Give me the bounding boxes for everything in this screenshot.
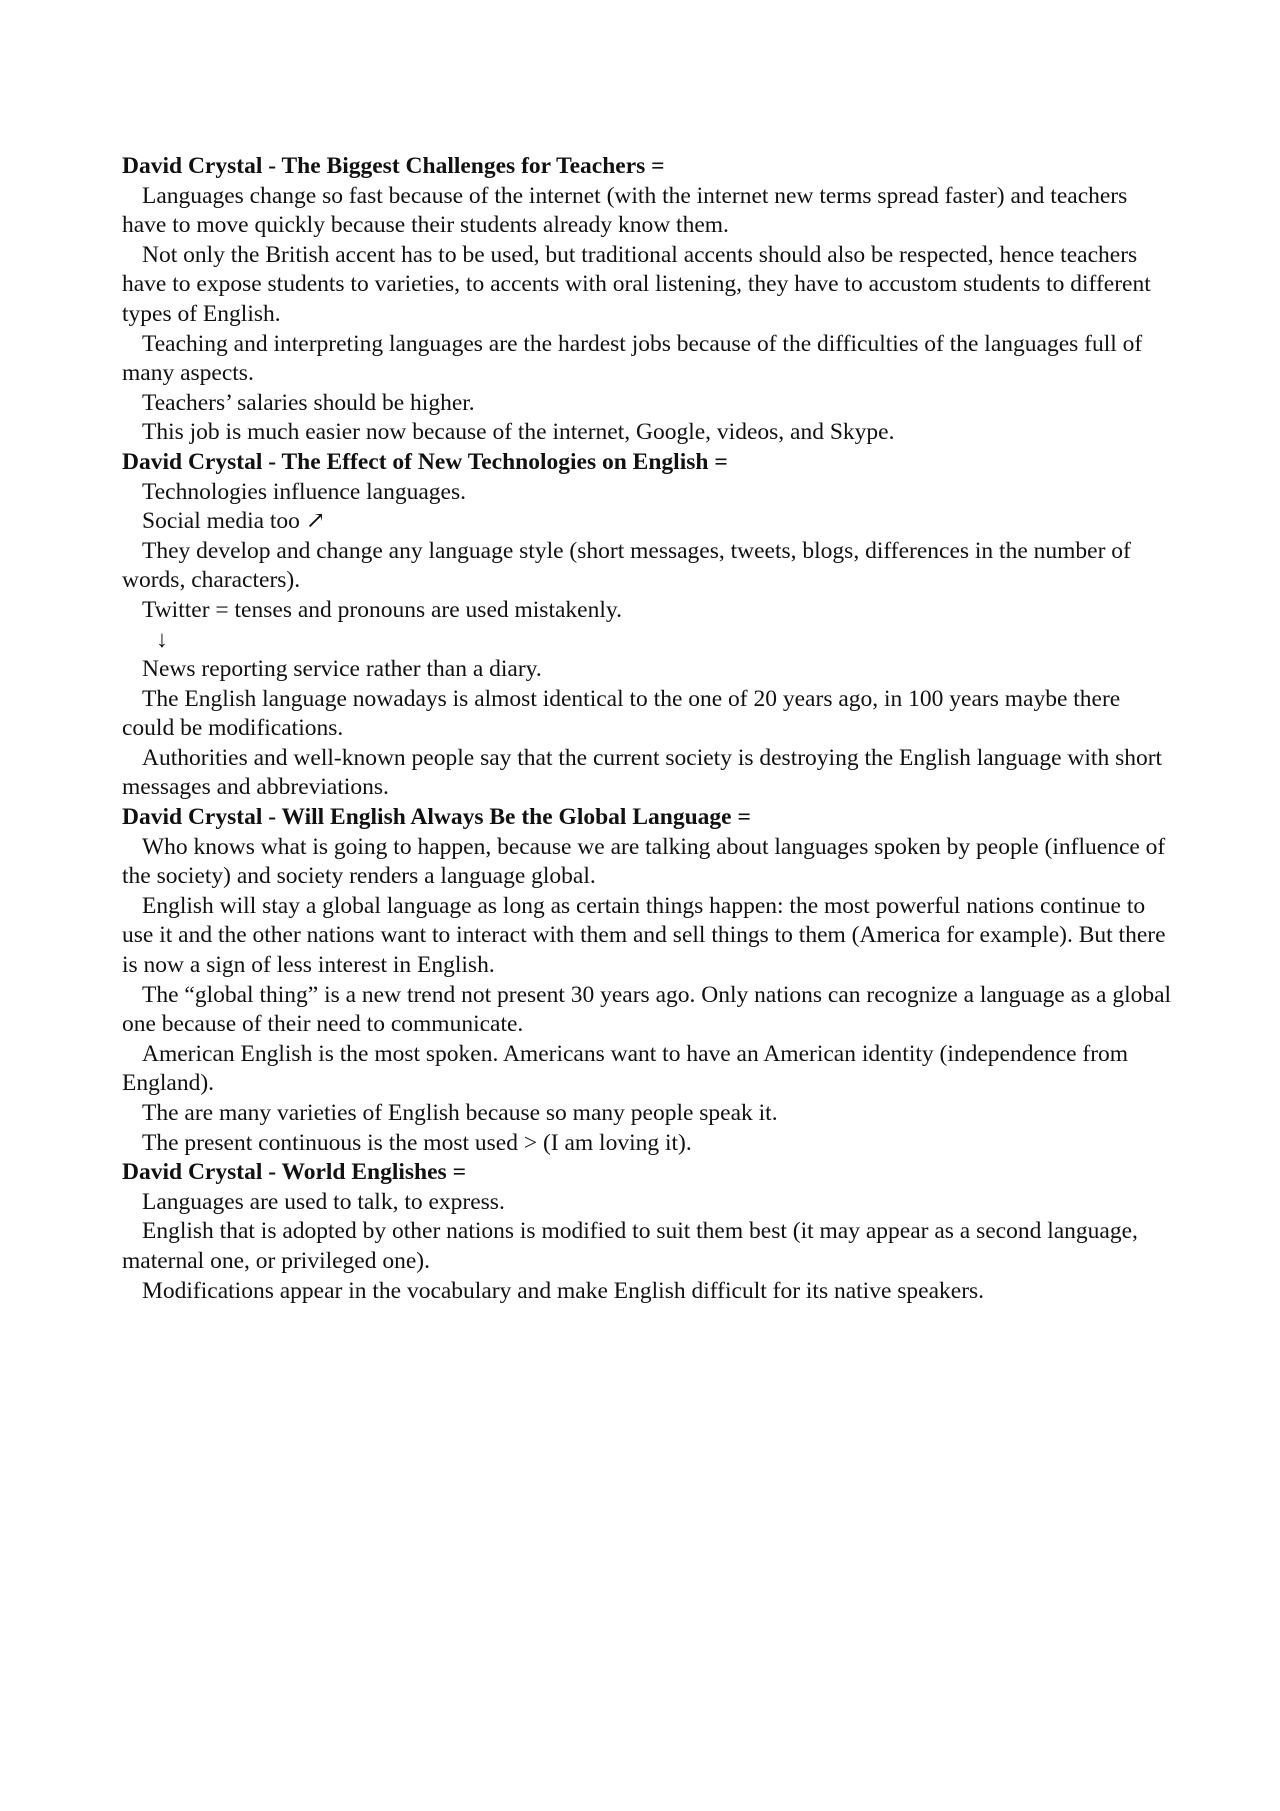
section-teachers-challenges bbox=[122, 152, 1172, 448]
section-heading: David Crystal - The Biggest Challenges for Teachers = bbox=[122, 153, 665, 179]
section-heading: David Crystal - Will English Always Be the Global Language = bbox=[122, 804, 751, 831]
paragraph: The “global thing” is a new trend not present 30 years ago. Only nations can recognize a language as a global one because of their need to communicate. bbox=[122, 981, 1172, 1038]
paragraph: This job is much easier now because of the internet, Google, videos, and Skype. bbox=[142, 419, 895, 446]
paragraph: English that is adopted by other nations is modified to suit them best (it may appear as a second language, maternal one, or privileged one). bbox=[122, 1218, 1138, 1274]
document-page bbox=[122, 152, 1172, 1306]
section-heading: David Crystal - World Englishes = bbox=[122, 1159, 466, 1186]
paragraph: They develop and change any language style (short messages, tweets, blogs, differences in the number of words, characters). bbox=[122, 537, 1131, 594]
section-global-language bbox=[122, 803, 1172, 1158]
paragraph: Modifications appear in the vocabulary and make English difficult for its native speakers. bbox=[142, 1277, 985, 1304]
paragraph: The are many varieties of English because so many people speak it. bbox=[142, 1100, 778, 1126]
paragraph: Social media too ↗ bbox=[142, 508, 326, 535]
section-world-englishes bbox=[122, 1158, 1172, 1306]
paragraph: Languages are used to talk, to express. bbox=[142, 1188, 505, 1215]
paragraph: Teaching and interpreting languages are the hardest jobs because of the difficulties of the languages full of many aspects. bbox=[122, 330, 1143, 387]
section-new-technologies bbox=[122, 448, 1172, 803]
paragraph: News reporting service rather than a diary. bbox=[142, 656, 542, 683]
section-heading: David Crystal - The Effect of New Technologies on English = bbox=[122, 448, 728, 475]
paragraph: Not only the British accent has to be used, but traditional accents should also be respected, hence teachers have to expose students to varieties, to accents with oral listening, they have to accustom students to different types of English. bbox=[122, 241, 1151, 327]
paragraph: Teachers’ salaries should be higher. bbox=[142, 389, 475, 416]
paragraph: Technologies influence languages. bbox=[142, 478, 466, 505]
paragraph: The English language nowadays is almost identical to the one of 20 years ago, in 100 years maybe there could be modifications. bbox=[122, 685, 1121, 742]
paragraph: English will stay a global language as long as certain things happen: the most powerful nations continue to use it and the other nations want to interact with them and sell things to them (America for example). But there is now a sign of less interest in English. bbox=[122, 892, 1166, 979]
paragraph: Languages change so fast because of the internet (with the internet new terms spread faster) and teachers have to move quickly because their students already know them. bbox=[122, 182, 1128, 239]
paragraph: Who knows what is going to happen, because we are talking about languages spoken by people (influence of the society) and society renders a language global. bbox=[122, 833, 1166, 890]
paragraph: Authorities and well-known people say that the current society is destroying the English language with short messages and abbreviations. bbox=[122, 744, 1163, 801]
paragraph: American English is the most spoken. Americans want to have an American identity (independence from England). bbox=[122, 1040, 1129, 1097]
paragraph: Twitter = tenses and pronouns are used mistakenly. bbox=[142, 596, 622, 623]
down-arrow-icon: ↓ bbox=[156, 626, 168, 653]
paragraph: The present continuous is the most used > (I am loving it). bbox=[142, 1129, 692, 1156]
